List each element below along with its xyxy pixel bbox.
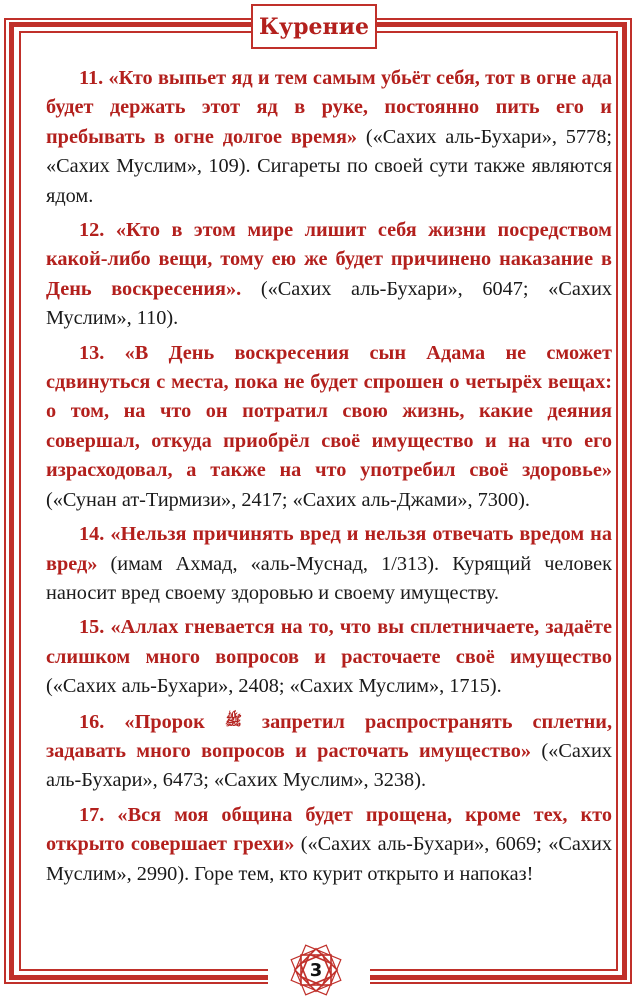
item-number: 17. (79, 803, 105, 826)
hadith-item-15 (46, 613, 612, 701)
hadith-item-13 (46, 339, 612, 515)
hadith-quote: «Аллах гневается на то, что вы сплетничаете, задаёте слишком много вопросов и расточаете своё имущество (46, 616, 612, 668)
hadith-quote: «Кто выпьет яд и тем самым убьёт себя, тот в огне ада будет держать этот яд в руке, постоянно пить его и пребывать в огне долгое время» (46, 67, 612, 148)
item-number: 12. (79, 219, 105, 242)
hadith-source: («Сахих аль-Бухари», 5778; «Сахих Муслим», 109). Сигареты по своей сути также являются ядом. (46, 125, 612, 207)
chapter-title-text: Курение (259, 13, 369, 40)
hadith-source: («Сахих аль-Бухари», 6047; «Сахих Муслим», 110). (46, 277, 612, 330)
hadith-item-11 (46, 64, 612, 211)
hadith-item-12 (46, 216, 612, 334)
hadith-quote: «В День воскресения сын Адама не сможет сдвинуться с места, пока не будет спрошен о четырёх вещах: о том, на что он потратил свою жизнь, какие деяния совершал, откуда приобрёл своё имущество и на что его израсходовал, а также на что употребил своё здоровье» (46, 341, 612, 482)
page-number: 3 (309, 959, 323, 981)
salawat-icon: ﷺ (224, 713, 242, 729)
hadith-source: («Сунан ат-Тирмизи», 2417; «Сахих аль-Джами», 7300). (46, 488, 530, 511)
page-content (46, 64, 612, 894)
item-number: 13. (79, 341, 105, 364)
item-number: 15. (79, 616, 105, 639)
hadith-item-17 (46, 801, 612, 889)
hadith-quote: «Кто в этом мире лишит себя жизни посредством какой-либо вещи, тому ею же будет причинено наказание в День воскресения». (46, 219, 612, 300)
chapter-title (251, 4, 377, 49)
item-number: 14. (79, 523, 105, 546)
hadith-item-14 (46, 520, 612, 608)
item-number: 11. (79, 67, 104, 89)
hadith-quote-start: «Пророк (124, 710, 205, 733)
hadith-item-16 (46, 707, 612, 796)
hadith-source: («Сахих аль-Бухари», 2408; «Сахих Муслим», 1715). (46, 675, 502, 698)
hadith-quote: «Вся моя община будет прощена, кроме тех, кто открыто совершает грехи» (46, 803, 613, 856)
hadith-source: («Сахих аль-Бухари», 6069; «Сахих Муслим», 2990). Горе тем, кто курит открыто и напоказ! (46, 833, 612, 885)
hadith-source: (имам Ахмад, «аль-Муснад, 1/313). Курящий человек наносит вред своему здоровью и своему имуществу. (46, 552, 612, 604)
hadith-quote: «Нельзя причинять вред и нельзя отвечать вредом на вред» (46, 523, 612, 575)
page-number-badge (290, 944, 342, 996)
hadith-source: («Сахих аль-Бухари», 6473; «Сахих Муслим», 3238). (46, 739, 612, 792)
hadith-quote: запретил распространять сплетни, задавать много вопросов и расточать имущество» (46, 710, 613, 762)
item-number: 16. (79, 710, 105, 733)
